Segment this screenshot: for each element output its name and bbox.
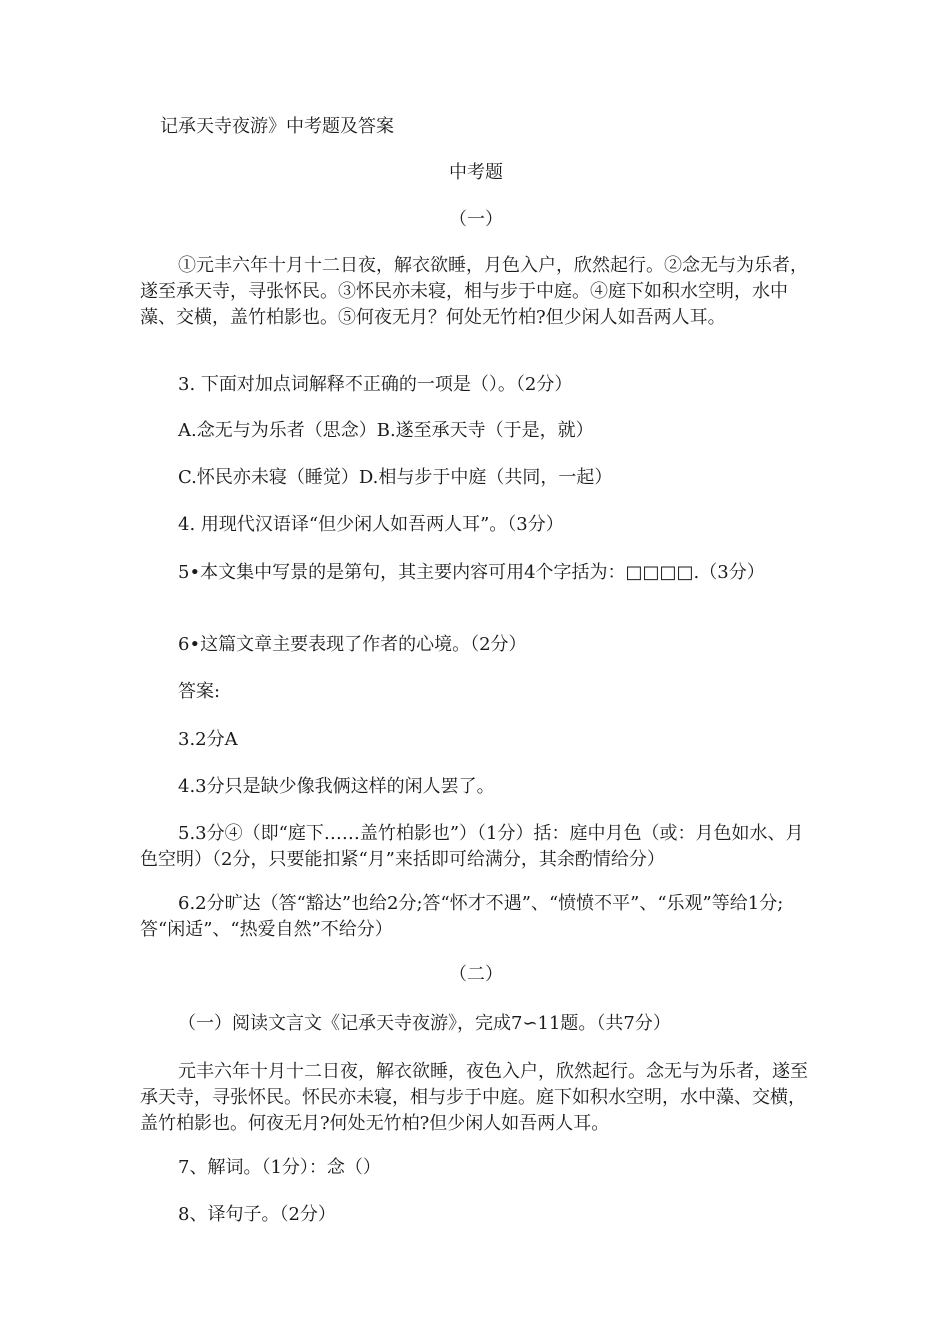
answers-label: 答案:	[178, 681, 221, 702]
question-3-options-cd: C.怀民亦未寝（睡觉）D.相与步于中庭（共同，一起）	[178, 467, 613, 488]
answer-3: 3.2分A	[178, 729, 238, 750]
part2-intro: （一）阅读文言文《记承天寺夜游》，完成7∽11题。（共7分）	[178, 1013, 671, 1034]
question-4: 4. 用现代汉语译“但少闲人如吾两人耳”。（3分）	[178, 514, 564, 535]
question-3-options-ab: A.念无与为乐者（思念）B.遂至承天寺（于是，就）	[178, 420, 594, 441]
section-heading: 中考题	[449, 162, 503, 183]
answer-6: 6.2分旷达（答“豁达”也给2分;答“怀才不遇”、“愤愤不平”、“乐观”等给1分;答“闲适”、“热爱自然”不给分）	[140, 893, 784, 940]
question-7: 7、解词。（1分）：念（）	[178, 1157, 381, 1178]
answer-4: 4.3分只是缺少像我俩这样的闲人罢了。	[178, 776, 495, 797]
question-6: 6•这篇文章主要表现了作者的心境。（2分）	[178, 634, 527, 655]
question-8: 8、译句子。（2分）	[178, 1204, 336, 1225]
passage-1: ①元丰六年十月十二日夜，解衣欲睡，月色入户，欣然起行。②念无与为乐者，遂至承天寺，寻张怀民。③怀民亦未寝，相与步于中庭。④庭下如积水空明，水中藻、交横，盖竹柏影也。⑤何夜无月？何处无竹柏?但少闲人如吾两人耳。	[140, 255, 808, 328]
document-title: 记承天寺夜游》中考题及答案	[160, 116, 394, 137]
part1-label: （一）	[449, 209, 503, 230]
answer-5: 5.3分④（即“庭下……盖竹柏影也”）（1分）括：庭中月色（或：月色如水、月色空明）（2分，只要能扣紧“月”来括即可给满分，其余酌情给分）	[140, 823, 804, 870]
question-5: 5•本文集中写景的是第句，其主要内容可用4个字括为：□□□□.（3分）	[178, 562, 765, 583]
part2-label: （二）	[449, 964, 503, 985]
question-3: 3. 下面对加点词解释不正确的一项是（）。（2分）	[178, 374, 573, 395]
passage-2: 元丰六年十月十二日夜，解衣欲睡，夜色入户，欣然起行。念无与为乐者，遂至承天寺，寻张怀民。怀民亦未寝，相与步于中庭。庭下如积水空明，水中藻、交横，盖竹柏影也。何夜无月?何处无竹柏?但少闲人如吾两人耳。	[140, 1061, 808, 1134]
